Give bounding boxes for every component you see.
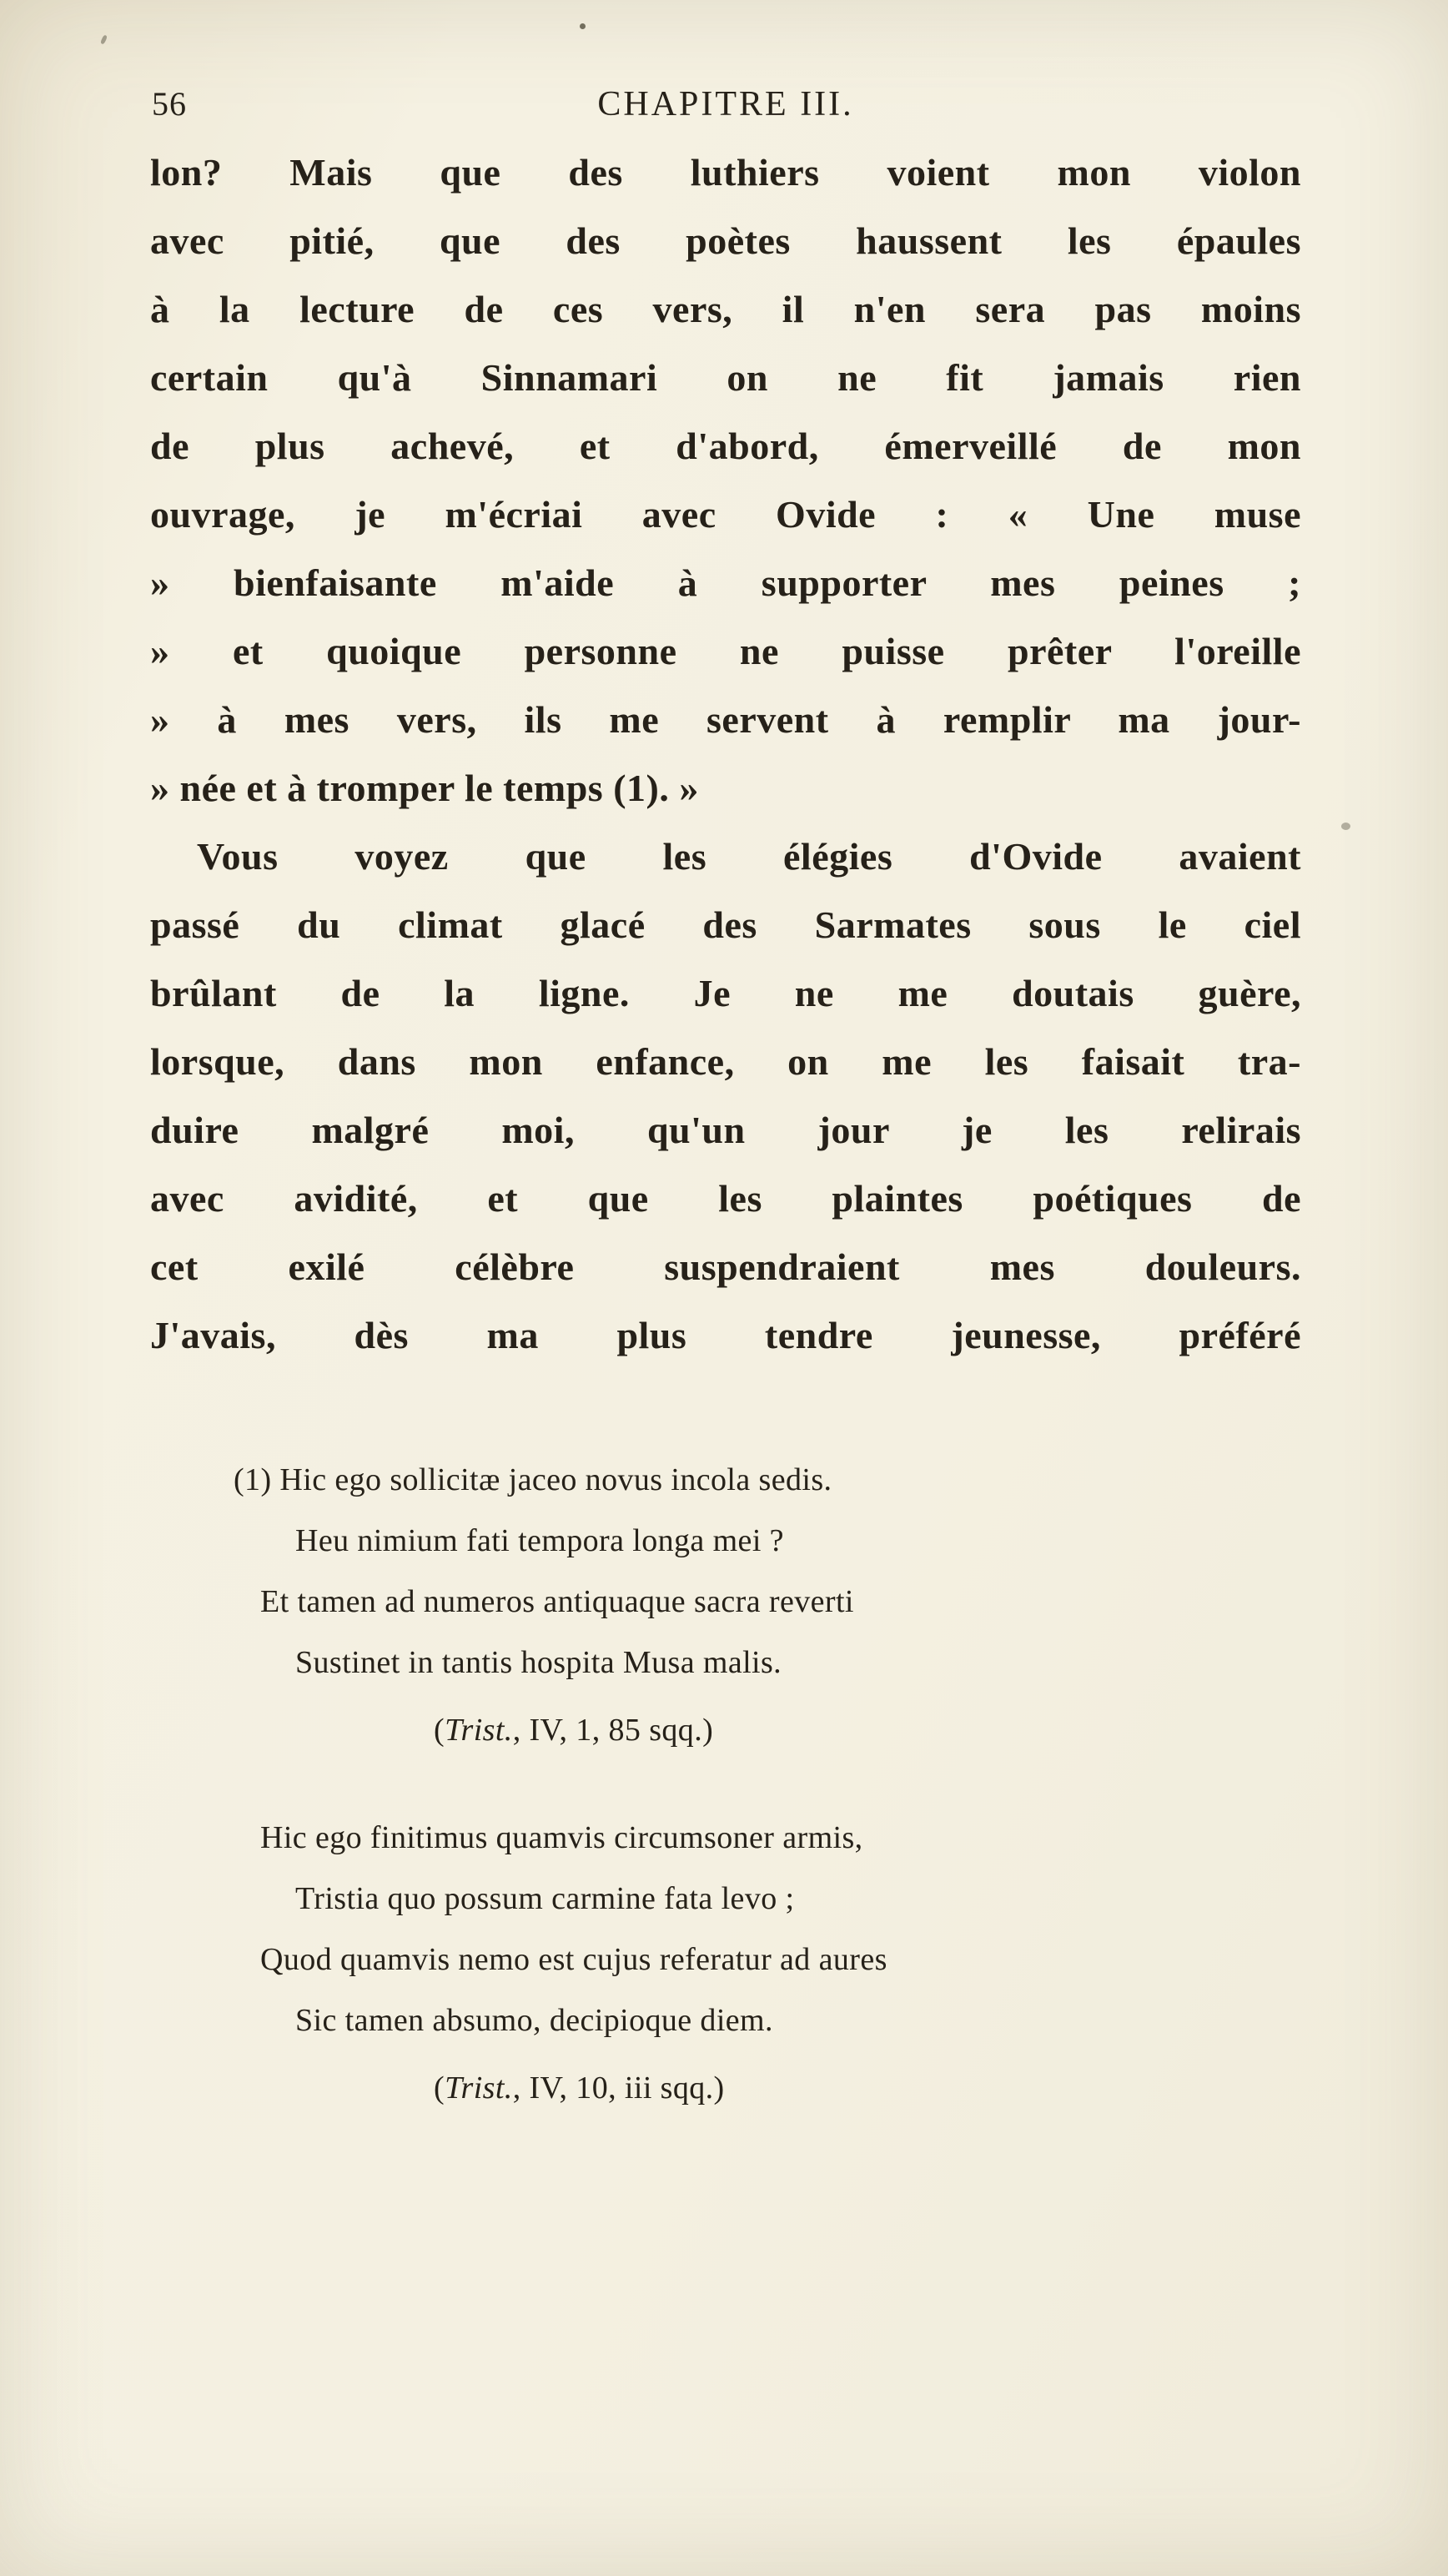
margin-mark [1341, 823, 1350, 830]
footnote-block [234, 1450, 1301, 1761]
ink-speck [580, 23, 586, 29]
body-line: » bienfaisante m'aide à supporter mes peines ; [150, 561, 1301, 604]
footnote-block [234, 1808, 1301, 2119]
chapter-heading: CHAPITRE III. [597, 85, 854, 123]
body-line: lon? Mais que des luthiers voient mon violon [150, 151, 1301, 194]
body-line: duire malgré moi, qu'un jour je les relirais [150, 1109, 1301, 1151]
body-line: cet exilé célèbre suspendraient mes douleurs. [150, 1245, 1301, 1288]
citation-reference: , IV, 1, 85 sqq.) [512, 1713, 714, 1748]
body-line: lorsque, dans mon enfance, on me les faisait tra- [150, 1040, 1301, 1083]
body-line: » née et à tromper le temps (1). » [150, 767, 699, 809]
work-title: Trist. [445, 1713, 513, 1748]
body-line: avec pitié, que des poètes haussent les épaules [150, 219, 1301, 262]
paragraph [150, 823, 1301, 1370]
footnote-line: Et tamen ad numeros antiquaque sacra reverti [260, 1584, 854, 1619]
body-line: J'avais, dès ma plus tendre jeunesse, préféré [150, 1314, 1301, 1356]
body-line: brûlant de la ligne. Je ne me doutais guère, [150, 972, 1301, 1014]
body-line: avec avidité, et que les plaintes poétiques de [150, 1177, 1301, 1220]
footnote-line: (1) Hic ego sollicitæ jaceo novus incola sedis. [234, 1462, 832, 1497]
body-text [150, 138, 1301, 1370]
paragraph [150, 138, 1301, 823]
body-line: Vous voyez que les élégies d'Ovide avaient [197, 835, 1301, 878]
footnote-citation [434, 1700, 1301, 1761]
footnote-line: Sustinet in tantis hospita Musa malis. [295, 1645, 782, 1680]
body-line: de plus achevé, et d'abord, émerveillé de mon [150, 425, 1301, 467]
page-number: 56 [152, 85, 187, 123]
footnote-citation [434, 2058, 1301, 2119]
body-line: passé du climat glacé des Sarmates sous le ciel [150, 903, 1301, 946]
footnote-line: Quod quamvis nemo est cujus referatur ad aures [260, 1942, 887, 1977]
footnote-line: Heu nimium fati tempora longa mei ? [295, 1523, 784, 1558]
ink-speck [100, 34, 108, 44]
body-line: à la lecture de ces vers, il n'en sera pas moins [150, 288, 1301, 330]
body-line: » et quoique personne ne puisse prêter l'oreille [150, 630, 1301, 672]
text-column [150, 70, 1301, 2119]
citation-reference: , IV, 10, iii sqq.) [512, 2070, 725, 2106]
footnote-line: Tristia quo possum carmine fata levo ; [295, 1881, 795, 1916]
work-title: Trist. [445, 2070, 513, 2106]
footnotes-section [234, 1450, 1301, 2119]
body-line: ouvrage, je m'écriai avec Ovide : « Une muse [150, 493, 1301, 536]
page-header [150, 70, 1301, 138]
citation-open: ( [434, 2070, 445, 2106]
body-line: certain qu'à Sinnamari on ne fit jamais rien [150, 356, 1301, 399]
body-line: » à mes vers, ils me servent à remplir ma jour- [150, 698, 1301, 741]
footnote-line: Hic ego finitimus quamvis circumsoner armis, [260, 1820, 863, 1855]
citation-open: ( [434, 1713, 445, 1748]
footnote-line: Sic tamen absumo, decipioque diem. [295, 2003, 773, 2038]
